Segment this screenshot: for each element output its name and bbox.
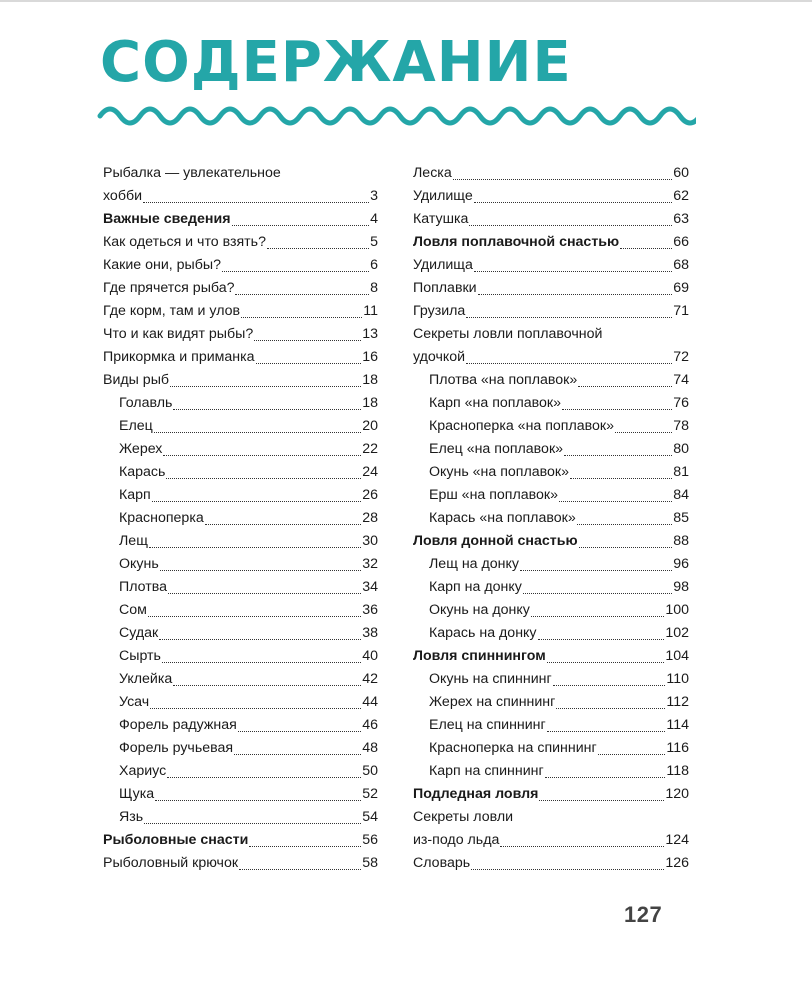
toc-entry-title: Уклейка xyxy=(119,671,173,687)
toc-entry xyxy=(103,691,378,714)
toc-entry xyxy=(413,185,689,208)
toc-entry-title: Где корм, там и улов xyxy=(103,303,241,319)
toc-entry-page: 54 xyxy=(362,809,378,825)
toc-entry-title: Елец «на поплавок» xyxy=(429,441,564,457)
toc-entry-title: Рыболовные снасти xyxy=(103,832,249,848)
toc-entry xyxy=(103,806,378,829)
toc-entry-title: Важные сведения xyxy=(103,211,231,227)
toc-entry-page: 34 xyxy=(362,579,378,595)
toc-entry xyxy=(413,461,689,484)
toc-entry xyxy=(103,162,378,185)
toc-entry-page: 88 xyxy=(673,533,689,549)
toc-entry xyxy=(103,599,378,622)
dot-leader xyxy=(564,454,672,456)
toc-entry xyxy=(103,208,378,231)
toc-entry-title: Карп на спиннинг xyxy=(429,763,544,779)
toc-entry-page: 32 xyxy=(362,556,378,572)
toc-entry xyxy=(413,231,689,254)
toc-entry-title: Катушка xyxy=(413,211,469,227)
dot-leader xyxy=(500,845,664,847)
toc-entry-page: 116 xyxy=(666,740,689,756)
toc-entry-title: Форель радужная xyxy=(119,717,237,733)
toc-entry-title: Какие они, рыбы? xyxy=(103,257,221,273)
toc-entry-title: Лещ xyxy=(119,533,148,549)
toc-entry-title: Хариус xyxy=(119,763,167,779)
toc-right-column xyxy=(413,162,689,875)
dot-leader xyxy=(453,178,673,180)
toc-entry-title: Сырть xyxy=(119,648,161,664)
toc-entry xyxy=(413,553,689,576)
toc-entry-page: 22 xyxy=(362,441,378,457)
dot-leader xyxy=(163,454,361,456)
toc-entry xyxy=(103,714,378,737)
dot-leader xyxy=(239,868,361,870)
toc-entry-title: Грузила xyxy=(413,303,466,319)
dot-leader xyxy=(234,753,361,755)
toc-entry xyxy=(413,852,689,875)
dot-leader xyxy=(254,339,361,341)
toc-entry-title: Прикормка и приманка xyxy=(103,349,255,365)
toc-entry-title: Сом xyxy=(119,602,147,618)
toc-entry-title: Усач xyxy=(119,694,150,710)
dot-leader xyxy=(531,615,665,617)
toc-entry xyxy=(413,346,689,369)
toc-entry-page: 85 xyxy=(673,510,689,526)
toc-entry-page: 5 xyxy=(370,234,378,250)
toc-entry-page: 98 xyxy=(673,579,689,595)
dot-leader xyxy=(478,293,673,295)
toc-entry-title: Виды рыб xyxy=(103,372,170,388)
toc-entry-page: 46 xyxy=(362,717,378,733)
toc-entry-title: Красноперка xyxy=(119,510,204,526)
toc-entry xyxy=(103,783,378,806)
toc-entry-title: Язь xyxy=(119,809,144,825)
toc-entry-title: Карась xyxy=(119,464,166,480)
toc-entry xyxy=(413,691,689,714)
toc-entry-page: 72 xyxy=(673,349,689,365)
toc-entry-title: Окунь xyxy=(119,556,159,572)
toc-entry-page: 18 xyxy=(362,372,378,388)
toc-entry-page: 20 xyxy=(362,418,378,434)
dot-leader xyxy=(466,362,672,364)
toc-entry-title: Красноперка «на поплавок» xyxy=(429,418,615,434)
dot-leader xyxy=(523,592,672,594)
dot-leader xyxy=(162,661,361,663)
toc-entry-page: 30 xyxy=(362,533,378,549)
dot-leader xyxy=(570,477,672,479)
toc-entry xyxy=(413,208,689,231)
toc-entry-title: Ловля спиннингом xyxy=(413,648,546,664)
toc-entry-page: 118 xyxy=(666,763,689,779)
toc-entry xyxy=(103,277,378,300)
toc-entry xyxy=(413,300,689,323)
toc-entry xyxy=(413,254,689,277)
dot-leader xyxy=(471,868,664,870)
dot-leader xyxy=(241,316,362,318)
toc-entry xyxy=(103,415,378,438)
toc-entry xyxy=(413,415,689,438)
toc-entry xyxy=(103,392,378,415)
toc-entry-page: 74 xyxy=(673,372,689,388)
toc-entry-title: удочкой xyxy=(413,349,466,365)
dot-leader xyxy=(167,776,361,778)
toc-entry-page: 58 xyxy=(362,855,378,871)
dot-leader xyxy=(620,247,672,249)
dot-leader xyxy=(538,638,665,640)
toc-entry-page: 16 xyxy=(362,349,378,365)
toc-entry-title: Секреты ловли поплавочной xyxy=(413,326,603,342)
toc-entry-title: Карась «на поплавок» xyxy=(429,510,576,526)
dot-leader xyxy=(238,730,361,732)
toc-entry-page: 48 xyxy=(362,740,378,756)
toc-entry-page: 3 xyxy=(370,188,378,204)
dot-leader xyxy=(160,569,361,571)
toc-entry-title: из-подо льда xyxy=(413,832,500,848)
toc-entry-title: Ерш «на поплавок» xyxy=(429,487,559,503)
toc-entry-page: 26 xyxy=(362,487,378,503)
toc-entry-page: 102 xyxy=(665,625,689,641)
toc-entry xyxy=(413,369,689,392)
toc-entry xyxy=(413,507,689,530)
toc-entry xyxy=(103,507,378,530)
dot-leader xyxy=(267,247,369,249)
toc-entry xyxy=(413,277,689,300)
toc-entry-page: 13 xyxy=(362,326,378,342)
toc-entry xyxy=(413,668,689,691)
dot-leader xyxy=(559,500,672,502)
toc-entry xyxy=(413,783,689,806)
toc-entry-page: 100 xyxy=(665,602,689,618)
dot-leader xyxy=(256,362,362,364)
toc-entry-page: 36 xyxy=(362,602,378,618)
dot-leader xyxy=(150,707,361,709)
toc-entry xyxy=(103,369,378,392)
toc-entry-title: Леска xyxy=(413,165,452,181)
dot-leader xyxy=(474,201,673,203)
toc-entry-page: 68 xyxy=(673,257,689,273)
toc-entry xyxy=(103,576,378,599)
toc-entry-title: Жерех xyxy=(119,441,163,457)
toc-entry xyxy=(103,346,378,369)
toc-entry-page: 52 xyxy=(362,786,378,802)
toc-entry-page: 71 xyxy=(673,303,689,319)
toc-entry xyxy=(103,829,378,852)
toc-entry-title: Ловля поплавочной снастью xyxy=(413,234,620,250)
toc-entry-page: 24 xyxy=(362,464,378,480)
dot-leader xyxy=(222,270,369,272)
toc-entry xyxy=(103,231,378,254)
toc-entry-title: Щука xyxy=(119,786,155,802)
wave-divider xyxy=(96,104,696,128)
dot-leader xyxy=(166,477,361,479)
toc-entry-title: Елец xyxy=(119,418,153,434)
toc-entry xyxy=(103,254,378,277)
toc-entry-title: Елец на спиннинг xyxy=(429,717,546,733)
toc-entry-page: 84 xyxy=(673,487,689,503)
dot-leader xyxy=(474,270,672,272)
toc-entry-page: 124 xyxy=(665,832,689,848)
toc-entry-page: 104 xyxy=(665,648,689,664)
toc-entry xyxy=(413,806,689,829)
toc-entry-page: 56 xyxy=(362,832,378,848)
toc-entry-title: Карп xyxy=(119,487,151,503)
dot-leader xyxy=(235,293,369,295)
toc-entry-page: 44 xyxy=(362,694,378,710)
toc-entry-title: Рыбалка — увлекательное xyxy=(103,165,281,181)
dot-leader xyxy=(553,684,666,686)
toc-entry xyxy=(103,484,378,507)
toc-entry xyxy=(103,622,378,645)
toc-entry xyxy=(103,760,378,783)
toc-entry-title: Окунь на спиннинг xyxy=(429,671,552,687)
toc-entry-page: 18 xyxy=(362,395,378,411)
toc-entry-page: 112 xyxy=(666,694,689,710)
dot-leader xyxy=(249,845,361,847)
dot-leader xyxy=(144,822,361,824)
page-title: СОДЕРЖАНИЕ xyxy=(100,30,572,95)
toc-entry xyxy=(413,599,689,622)
toc-entry-title: Окунь «на поплавок» xyxy=(429,464,570,480)
toc-entry xyxy=(413,162,689,185)
toc-entry-page: 81 xyxy=(673,464,689,480)
toc-entry-title: Карась на донку xyxy=(429,625,537,641)
toc-entry-page: 42 xyxy=(362,671,378,687)
toc-entry xyxy=(413,760,689,783)
toc-entry-page: 50 xyxy=(362,763,378,779)
toc-entry-page: 11 xyxy=(363,303,378,319)
toc-entry xyxy=(413,645,689,668)
dot-leader xyxy=(155,799,361,801)
toc-entry xyxy=(103,530,378,553)
dot-leader xyxy=(469,224,672,226)
dot-leader xyxy=(159,638,361,640)
toc-entry-page: 120 xyxy=(665,786,689,802)
toc-entry-title: Где прячется рыба? xyxy=(103,280,235,296)
toc-entry-page: 6 xyxy=(370,257,378,273)
dot-leader xyxy=(143,201,369,203)
toc-entry-title: Карп «на поплавок» xyxy=(429,395,562,411)
toc-entry-title: Удилище xyxy=(413,188,473,204)
toc-entry-title: Ловля донной снастью xyxy=(413,533,578,549)
toc-entry xyxy=(103,323,378,346)
dot-leader xyxy=(520,569,672,571)
toc-entry xyxy=(413,438,689,461)
toc-entry xyxy=(413,737,689,760)
page-number: 127 xyxy=(624,902,663,927)
toc-entry-title: Жерех на спиннинг xyxy=(429,694,556,710)
toc-entry-title: Голавль xyxy=(119,395,173,411)
toc-entry xyxy=(413,530,689,553)
toc-entry-page: 76 xyxy=(673,395,689,411)
dot-leader xyxy=(168,592,361,594)
dot-leader xyxy=(170,385,361,387)
toc-entry-page: 114 xyxy=(666,717,689,733)
toc-entry-page: 63 xyxy=(673,211,689,227)
dot-leader xyxy=(149,546,361,548)
dot-leader xyxy=(547,730,666,732)
dot-leader xyxy=(466,316,672,318)
toc-entry-page: 96 xyxy=(673,556,689,572)
toc-entry xyxy=(413,392,689,415)
toc-entry xyxy=(103,645,378,668)
dot-leader xyxy=(547,661,665,663)
toc-entry xyxy=(103,185,378,208)
toc-entry-page: 38 xyxy=(362,625,378,641)
dot-leader xyxy=(579,546,673,548)
toc-entry xyxy=(413,323,689,346)
toc-entry-page: 78 xyxy=(673,418,689,434)
toc-entry-title: Секреты ловли xyxy=(413,809,514,825)
toc-entry-title: Карп на донку xyxy=(429,579,522,595)
dot-leader xyxy=(562,408,672,410)
toc-entry-page: 80 xyxy=(673,441,689,457)
toc-entry-title: Что и как видят рыбы? xyxy=(103,326,254,342)
toc-entry-title: Удилища xyxy=(413,257,473,273)
toc-entry-title: Плотва xyxy=(119,579,167,595)
dot-leader xyxy=(173,684,361,686)
toc-entry xyxy=(103,300,378,323)
dot-leader xyxy=(173,408,361,410)
toc-entry xyxy=(413,484,689,507)
toc-entry-page: 126 xyxy=(665,855,689,871)
toc-entry-title: Поплавки xyxy=(413,280,477,296)
toc-entry-title: Судак xyxy=(119,625,159,641)
dot-leader xyxy=(545,776,666,778)
toc-entry-title: Форель ручьевая xyxy=(119,740,234,756)
dot-leader xyxy=(154,431,361,433)
toc-entry-page: 40 xyxy=(362,648,378,664)
toc-entry xyxy=(103,461,378,484)
toc-entry xyxy=(103,668,378,691)
toc-entry-title: Как одеться и что взять? xyxy=(103,234,266,250)
dot-leader xyxy=(598,753,666,755)
toc-entry xyxy=(103,852,378,875)
toc-entry-title: Плотва «на поплавок» xyxy=(429,372,578,388)
toc-entry-page: 66 xyxy=(673,234,689,250)
toc-entry xyxy=(413,714,689,737)
toc-entry-page: 28 xyxy=(362,510,378,526)
dot-leader xyxy=(152,500,361,502)
toc-entry-title: Окунь на донку xyxy=(429,602,530,618)
toc-entry xyxy=(103,438,378,461)
toc-entry-title: Словарь xyxy=(413,855,471,871)
dot-leader xyxy=(539,799,664,801)
toc-entry-title: Лещ на донку xyxy=(429,556,519,572)
toc-entry-page: 4 xyxy=(370,211,378,227)
dot-leader xyxy=(577,523,673,525)
dot-leader xyxy=(615,431,672,433)
toc-entry-title: Красноперка на спиннинг xyxy=(429,740,597,756)
dot-leader xyxy=(232,224,370,226)
toc-entry-title: Рыболовный крючок xyxy=(103,855,239,871)
toc-entry-page: 110 xyxy=(666,671,689,687)
toc-entry-page: 69 xyxy=(673,280,689,296)
toc-entry-page: 8 xyxy=(370,280,378,296)
toc-entry xyxy=(413,829,689,852)
dot-leader xyxy=(556,707,665,709)
toc-entry xyxy=(413,622,689,645)
page-top-border xyxy=(0,0,812,2)
dot-leader xyxy=(205,523,361,525)
toc-left-column xyxy=(103,162,378,875)
dot-leader xyxy=(578,385,672,387)
toc-entry-title: Подледная ловля xyxy=(413,786,539,802)
toc-entry-page: 60 xyxy=(673,165,689,181)
dot-leader xyxy=(148,615,361,617)
toc-entry xyxy=(413,576,689,599)
toc-entry xyxy=(103,553,378,576)
toc-entry-page: 62 xyxy=(673,188,689,204)
toc-entry-title: хобби xyxy=(103,188,143,204)
toc-entry xyxy=(103,737,378,760)
